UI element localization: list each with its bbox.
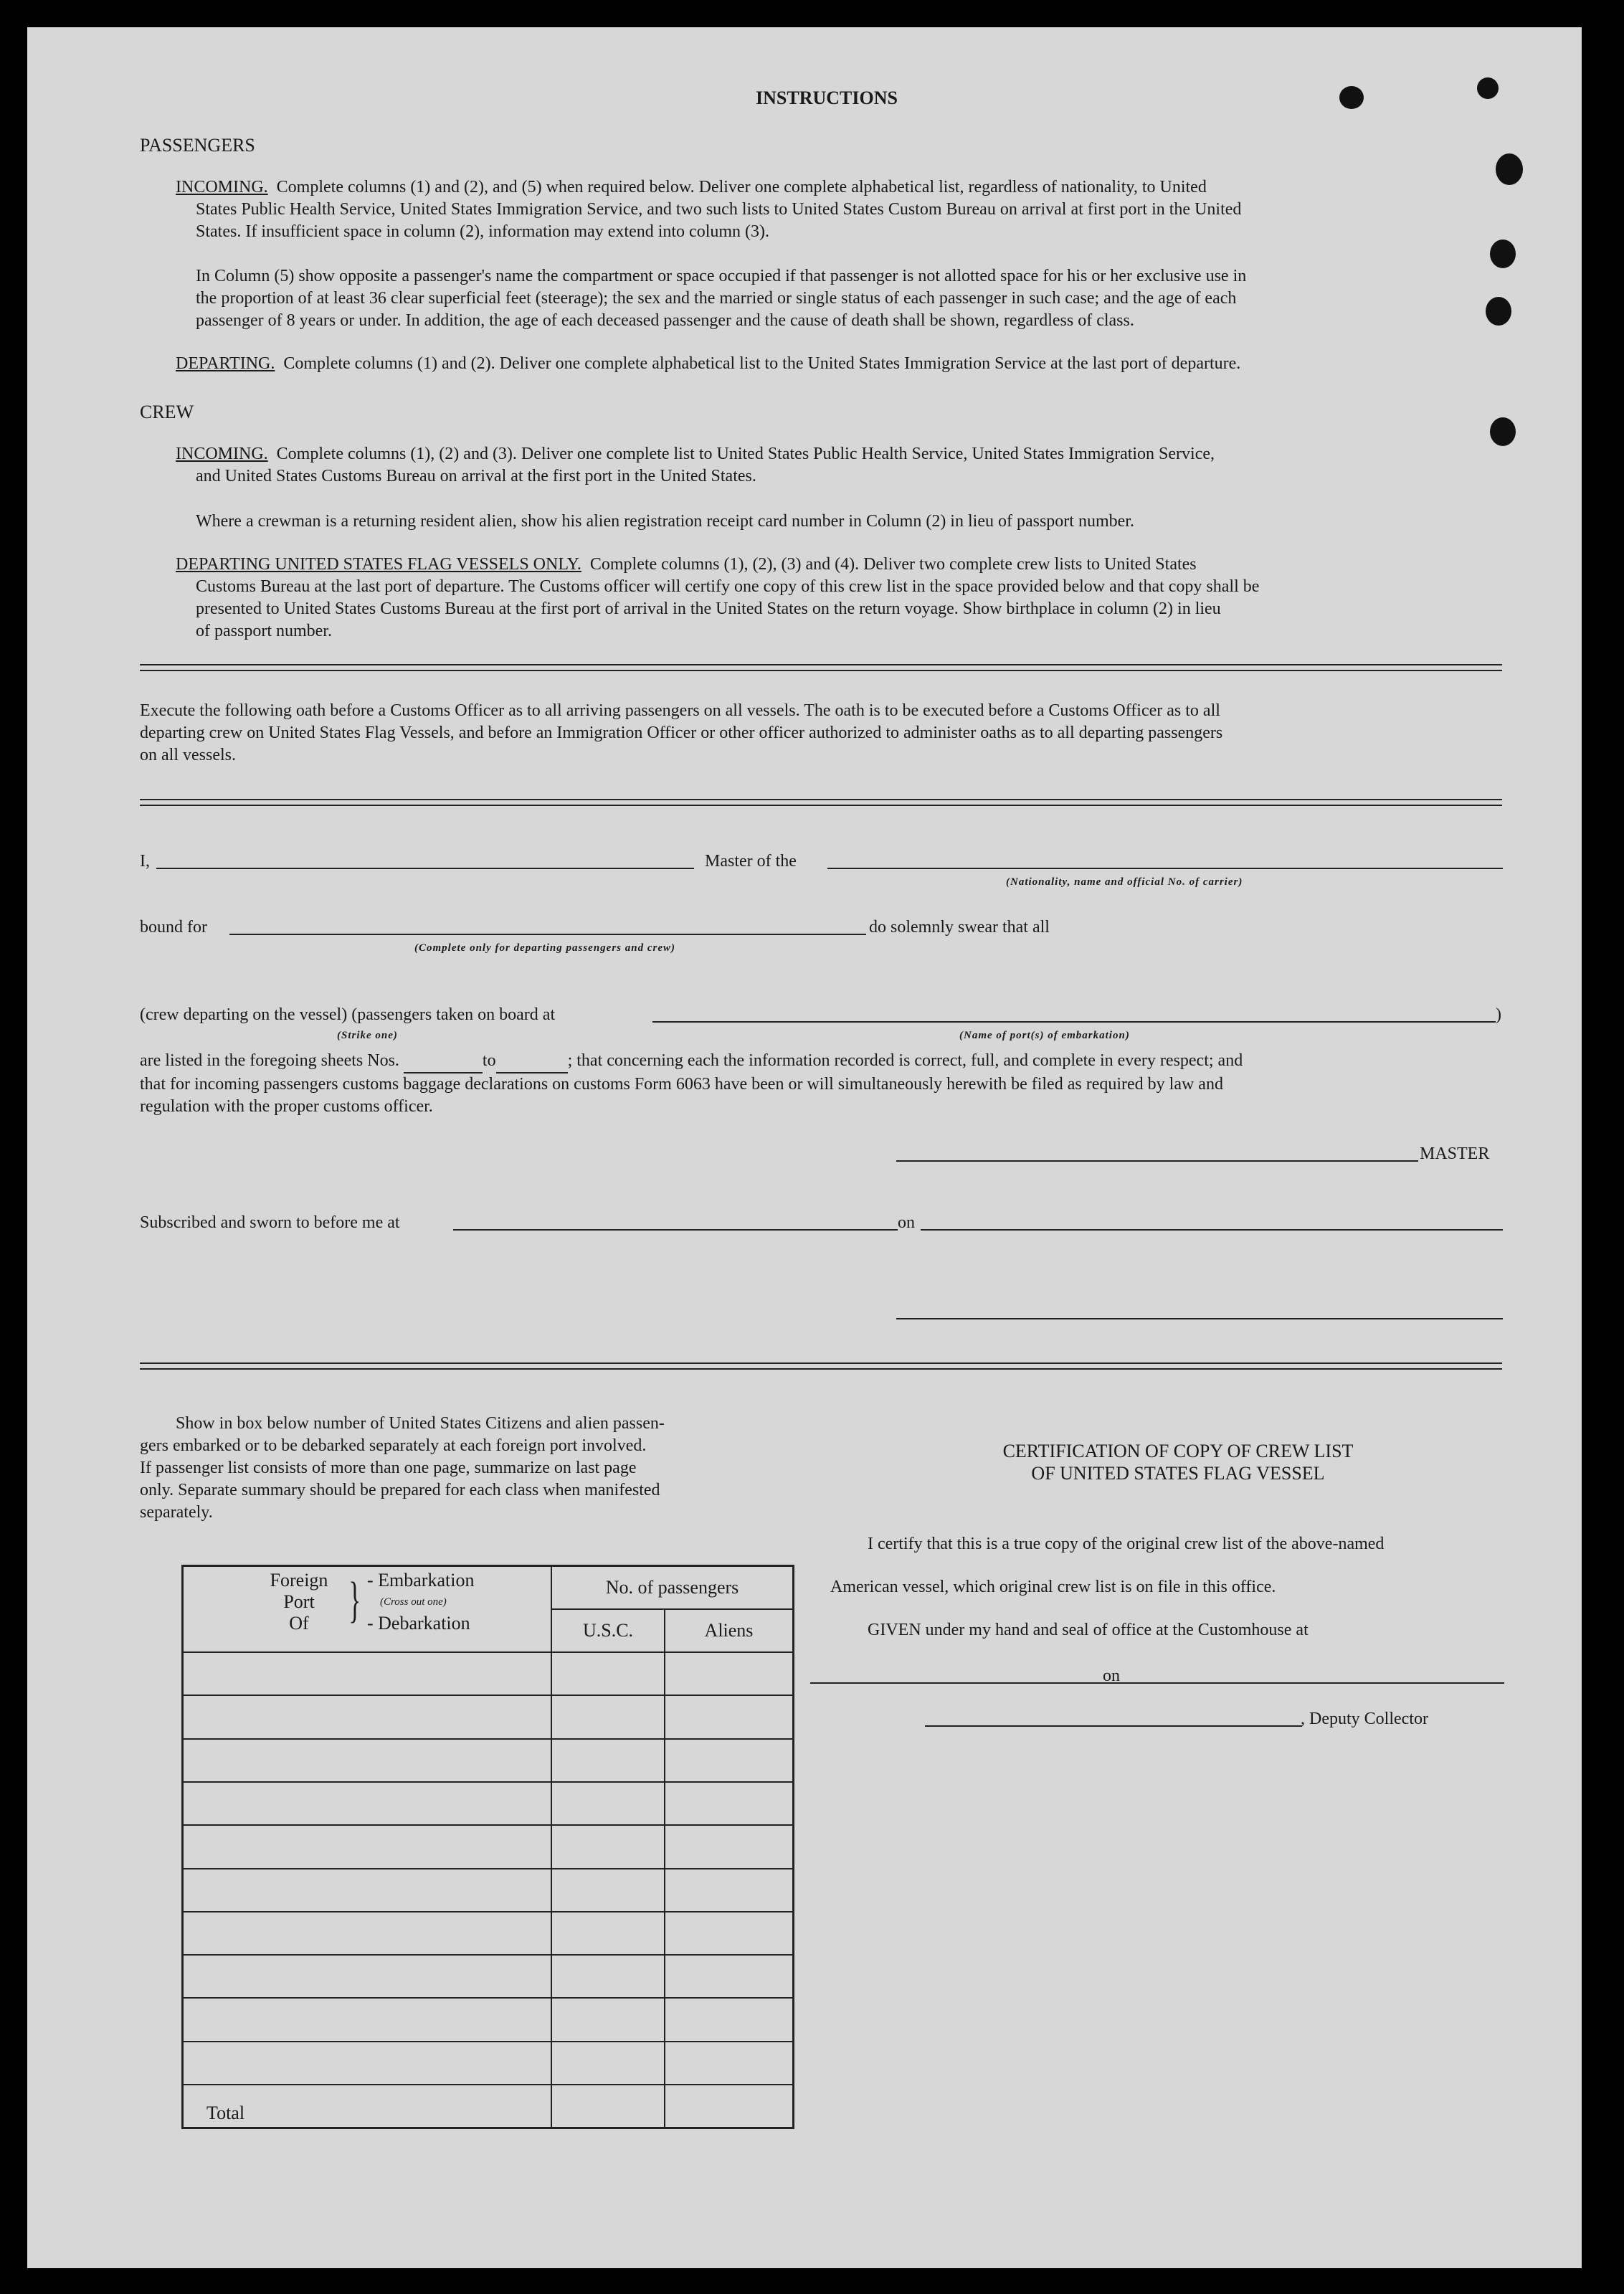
double-rule: [140, 1362, 1502, 1364]
oath-instructions: Execute the following oath before a Customs Officer as to all arriving passengers on all vessels. The oath is to be executed before a Customs Officer as to all departing crew on United States Flag Vessels, and before an Immigration Officer or other officer authorized to administer oaths as to all departing passengers on all vessels.: [140, 701, 1223, 764]
port-cell[interactable]: [183, 1955, 552, 1998]
officer-signature-field[interactable]: [896, 1318, 1503, 1319]
aliens-cell[interactable]: [665, 1739, 794, 1782]
usc-cell[interactable]: [551, 1825, 665, 1868]
master-signature-label: MASTER: [1420, 1144, 1490, 1163]
vessel-field[interactable]: [827, 868, 1503, 869]
usc-cell[interactable]: [551, 1955, 665, 1998]
column5-paragraph: In Column (5) show opposite a passenger's name the compartment or space occupied if that passenger is not allotted space for his or her exclusive use in the proportion of at least 36 clear superficial feet (steerage); the sex and the married or single status of each passenger in such case; and the age of each passenger of 8 years or under. In addition, the age of each deceased passenger and the cause of death shall be shown, regardless of class.: [196, 267, 1247, 330]
bound-for-label: bound for: [140, 918, 207, 937]
complete-only-caption: (Complete only for departing passengers and crew): [414, 942, 675, 954]
aliens-cell[interactable]: [665, 1695, 794, 1738]
passengers-departing-paragraph: DEPARTING. Complete columns (1) and (2). Deliver one complete alphabetical list to the United States Immigration Service at the last port of departure.: [176, 354, 1241, 373]
master-signature-field[interactable]: [896, 1160, 1418, 1162]
port-of-embarkation-field[interactable]: [652, 1021, 1496, 1023]
departing-label: DEPARTING.: [176, 354, 275, 373]
summary-instructions: Show in box below number of United States Citizens and alien passen- gers embarked or to be debarked separately at each foreign port involved. If passenger list consists of more than one page, summarize on last page only. Separate summary should be prepared for each class when manifested separately.: [140, 1414, 665, 1522]
sheet-to-field[interactable]: [496, 1050, 568, 1073]
aliens-cell[interactable]: [665, 1912, 794, 1955]
aliens-header: Aliens: [665, 1609, 794, 1652]
crewman-paragraph: Where a crewman is a returning resident alien, show his alien registration receipt card number in Column (2) in lieu of passport number.: [196, 512, 1134, 531]
port-cell[interactable]: [183, 1652, 552, 1695]
port-cell[interactable]: [183, 1782, 552, 1825]
master-name-field[interactable]: [156, 868, 694, 869]
aliens-cell[interactable]: [665, 1652, 794, 1695]
aliens-cell[interactable]: [665, 1955, 794, 1998]
certify-line-1: I certify that this is a true copy of the original crew list of the above-named: [868, 1535, 1385, 1553]
port-caption: (Name of port(s) of embarkation): [959, 1030, 1130, 1041]
punch-hole: [1490, 417, 1516, 446]
swear-label: do solemnly swear that all: [869, 918, 1050, 937]
usc-cell[interactable]: [551, 1998, 665, 2041]
double-rule: [140, 799, 1502, 800]
aliens-cell[interactable]: [665, 1825, 794, 1868]
usc-cell[interactable]: [551, 1695, 665, 1738]
usc-cell[interactable]: [551, 1912, 665, 1955]
sworn-place-field[interactable]: [453, 1229, 898, 1231]
oath-i-label: I,: [140, 852, 150, 871]
certify-date-field[interactable]: [1124, 1682, 1504, 1684]
strike-one-caption: (Strike one): [337, 1030, 398, 1041]
certify-line-3: GIVEN under my hand and seal of office at the Customhouse at: [868, 1621, 1309, 1639]
listed-paragraph: are listed in the foregoing sheets Nos. to ; that concerning each the information recorded is correct, full, and complete in every respect; and that for incoming passengers customs baggage declarations on customs Form 6063 have been or will simultaneously herewith be filed as required by law and regulation with the proper customs officer.: [140, 1051, 1243, 1116]
aliens-cell[interactable]: [665, 2042, 794, 2085]
aliens-cell[interactable]: [665, 1998, 794, 2041]
port-cell[interactable]: [183, 1998, 552, 2041]
port-cell[interactable]: [183, 1869, 552, 1912]
flag-vessels-paragraph: DEPARTING UNITED STATES FLAG VESSELS ONLY. Complete columns (1), (2), (3) and (4). Deliver two complete crew lists to United States Customs Bureau at the last port of departure. The Customs officer will certify one copy of this crew list in the space provided below and that copy shall be presented to United States Customs Bureau at the first port of arrival in the United States on the return voyage. Show birthplace in column (2) in lieu of passport number.: [176, 555, 1260, 640]
no-passengers-header: No. of passengers: [551, 1566, 794, 1609]
sworn-date-field[interactable]: [921, 1229, 1503, 1231]
master-of-label: Master of the: [705, 852, 797, 871]
passengers-incoming-paragraph: INCOMING. Complete columns (1) and (2), and (5) when required below. Deliver one complete alphabetical list, regardless of nationality, to United States Public Health Service, United States Immigration Service, and two such lists to United States Custom Bureau on arrival at first port in the United States. If insufficient space in column (2), information may extend into column (3).: [176, 178, 1242, 241]
port-cell[interactable]: [183, 1739, 552, 1782]
usc-total-cell[interactable]: [551, 2085, 665, 2128]
total-label: Total: [183, 2085, 552, 2128]
crew-heading: CREW: [140, 402, 194, 422]
usc-cell[interactable]: [551, 1782, 665, 1825]
certify-line-2: American vessel, which original crew list is on file in this office.: [830, 1578, 1276, 1596]
certification-title: CERTIFICATION OF COPY OF CREW LIST OF UNITED STATES FLAG VESSEL: [1002, 1441, 1354, 1484]
double-rule: [140, 1368, 1502, 1370]
double-rule: [140, 670, 1502, 671]
usc-cell[interactable]: [551, 1869, 665, 1912]
sworn-on-label: on: [898, 1213, 915, 1232]
port-header-cell: Foreign Port Of } - Embarkation (Cross out one) - Debarkation: [183, 1566, 552, 1653]
aliens-cell[interactable]: [665, 1782, 794, 1825]
port-cell[interactable]: [183, 1825, 552, 1868]
sheet-from-field[interactable]: [404, 1050, 483, 1073]
port-cell[interactable]: [183, 1912, 552, 1955]
crew-incoming-label: INCOMING.: [176, 445, 268, 463]
customhouse-field[interactable]: [810, 1682, 1130, 1684]
usc-cell[interactable]: [551, 1739, 665, 1782]
bound-for-field[interactable]: [229, 934, 866, 935]
brace-icon: }: [348, 1573, 361, 1628]
form-page: [27, 27, 1582, 2268]
close-paren: ): [1496, 1005, 1501, 1024]
usc-header: U.S.C.: [551, 1609, 665, 1652]
certify-on-label: on: [1103, 1667, 1120, 1685]
instructions-title: INSTRUCTIONS: [756, 87, 898, 108]
crew-incoming-paragraph: INCOMING. Complete columns (1), (2) and (3). Deliver one complete list to United States Public Health Service, United States Immigration Service, and United States Customs Bureau on arrival at the first port in the United States.: [176, 445, 1215, 485]
nationality-caption: (Nationality, name and official No. of carrier): [1006, 876, 1243, 888]
aliens-total-cell[interactable]: [665, 2085, 794, 2128]
crew-departing-label: (crew departing on the vessel) (passengers taken on board at: [140, 1005, 556, 1024]
double-rule: [140, 805, 1502, 806]
flag-vessels-label: DEPARTING UNITED STATES FLAG VESSELS ONLY.: [176, 555, 581, 574]
port-cell[interactable]: [183, 1695, 552, 1738]
subscribed-label: Subscribed and sworn to before me at: [140, 1213, 400, 1232]
usc-cell[interactable]: [551, 2042, 665, 2085]
deputy-collector-label: , Deputy Collector: [1301, 1710, 1428, 1728]
passenger-summary-table: [181, 1565, 794, 2129]
port-cell[interactable]: [183, 2042, 552, 2085]
double-rule: [140, 664, 1502, 665]
incoming-label: INCOMING.: [176, 178, 268, 196]
usc-cell[interactable]: [551, 1652, 665, 1695]
punch-hole: [1490, 240, 1516, 268]
passengers-heading: PASSENGERS: [140, 135, 255, 156]
deputy-signature-field[interactable]: [925, 1725, 1302, 1727]
aliens-cell[interactable]: [665, 1869, 794, 1912]
